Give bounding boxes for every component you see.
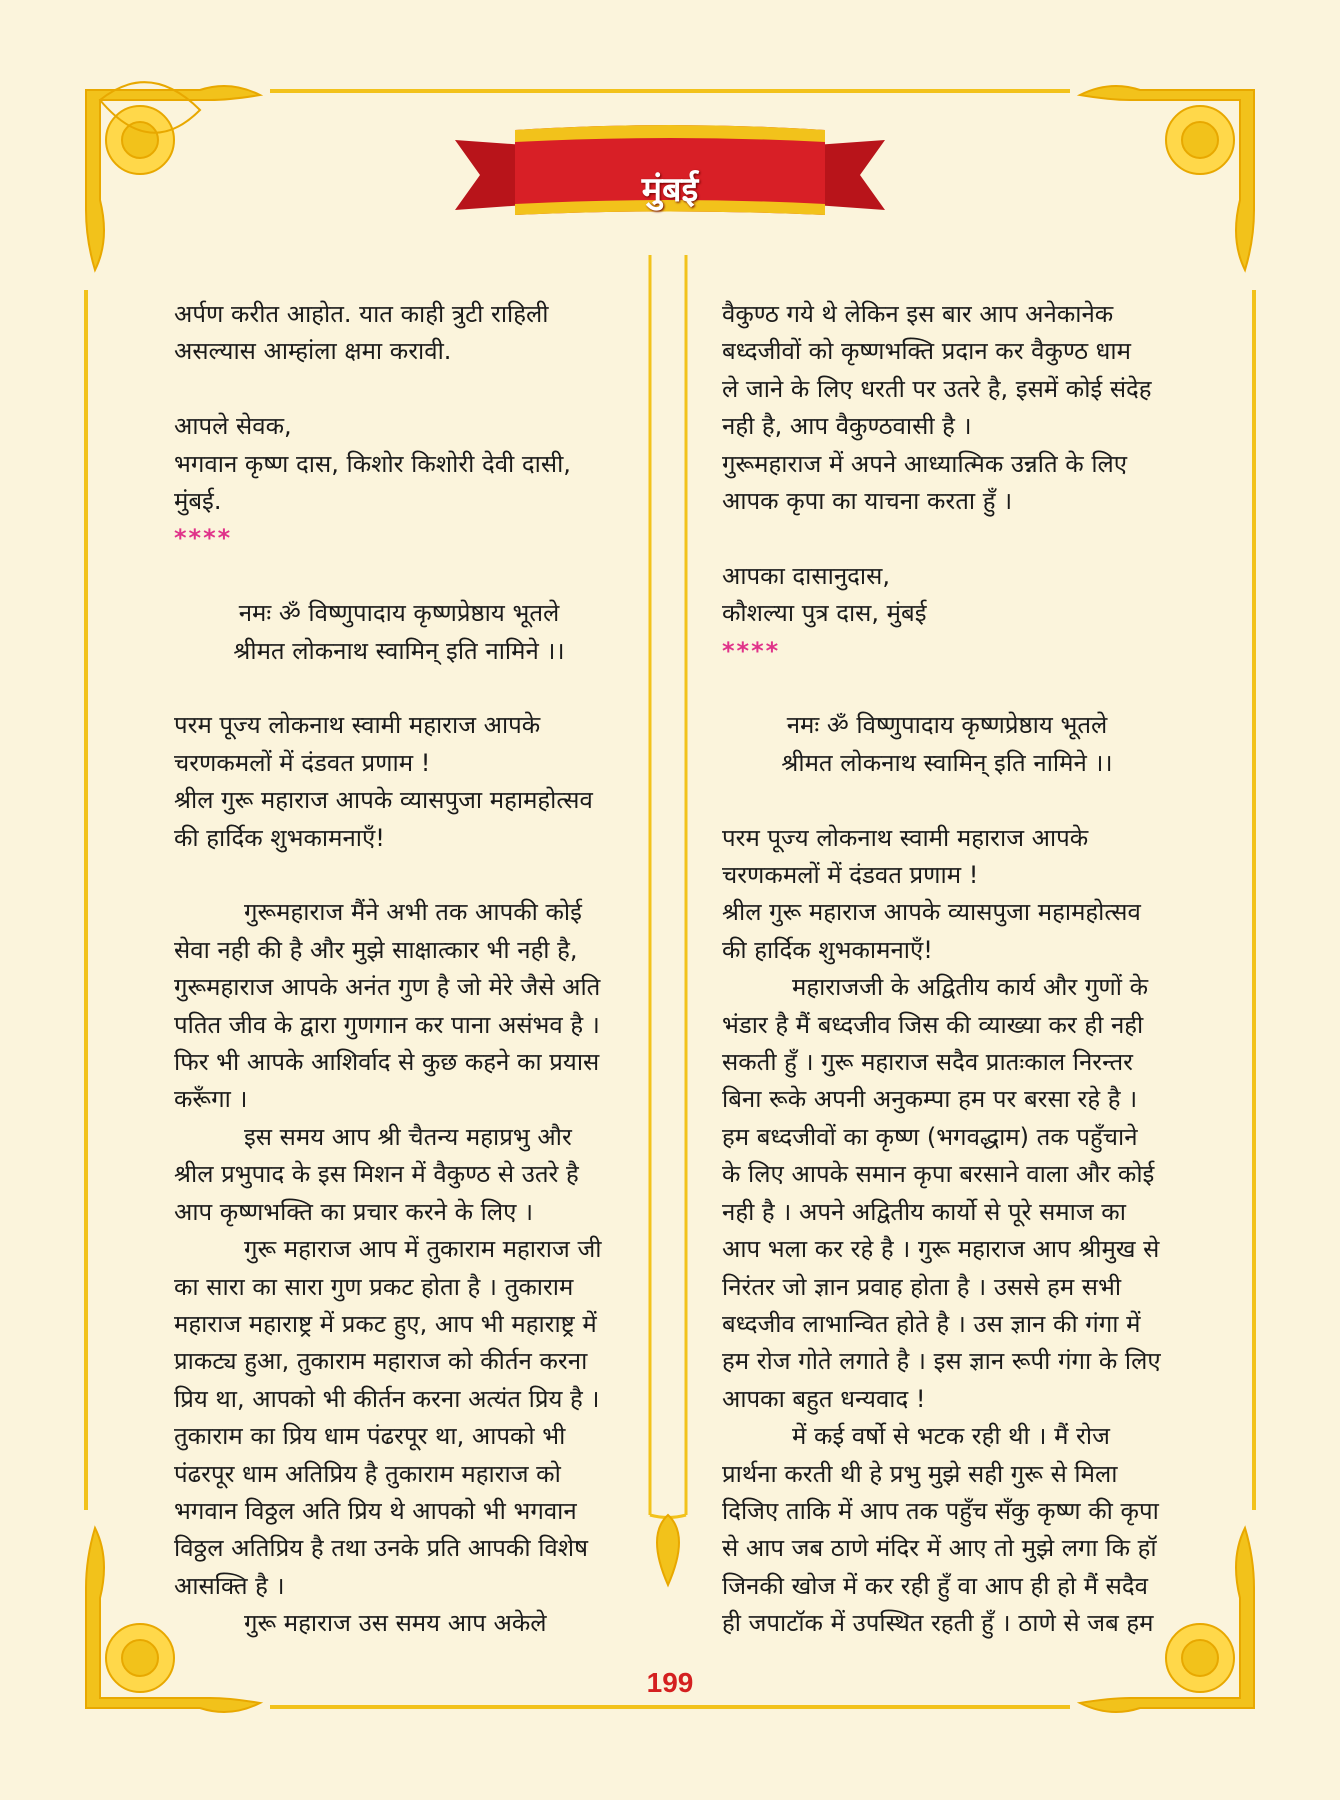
text-line: पतित जीव के द्वारा गुणगान कर पाना असंभव है । bbox=[174, 1010, 600, 1039]
text-line: असल्यास आम्हांला क्षमा करावी. bbox=[174, 337, 452, 366]
text-line: गुरू महाराज उस समय आप अकेले bbox=[244, 1609, 547, 1638]
right-column bbox=[722, 296, 1172, 1643]
page-title: मुंबई bbox=[641, 170, 699, 210]
text-line: से आप जब ठाणे मंदिर में आए तो मुझे लगा कि हॉ bbox=[722, 1534, 1157, 1563]
text-line: दिजिए ताकि में आप तक पहुँच सँकु कृष्ण की कृपा bbox=[722, 1496, 1159, 1525]
greeting-line: की हार्दिक शुभकामनाएँ! bbox=[174, 823, 385, 852]
text-line: फिर भी आपके आशिर्वाद से कुछ कहने का प्रयास bbox=[174, 1048, 600, 1077]
text-line: भंडार है मैं बध्दजीव जिस की व्याख्या कर ही नही bbox=[722, 1010, 1144, 1039]
text-line: सकती हुँ । गुरू महाराज सदैव प्रातःकाल निरन्तर bbox=[722, 1048, 1133, 1077]
text-line: आपका बहुत धन्यवाद ! bbox=[722, 1384, 926, 1413]
text-line: भगवान विठ्ठल अति प्रिय थे आपको भी भगवान bbox=[174, 1496, 577, 1525]
page-number: 199 bbox=[646, 1667, 694, 1698]
text-line: तुकाराम का प्रिय धाम पंढरपूर था, आपको भी bbox=[174, 1422, 566, 1451]
text-line: निरंतर जो ज्ञान प्रवाह होता है । उससे हम सभी bbox=[722, 1272, 1122, 1301]
mantra-line: नमः ॐ विष्णुपादाय कृष्णप्रेष्ठाय भूतले bbox=[238, 599, 560, 628]
text-line: बध्दजीव लाभान्वित होते है । उस ज्ञान की गंगा में bbox=[722, 1309, 1141, 1338]
text-line: इस समय आप श्री चैतन्य महाप्रभु और bbox=[244, 1122, 572, 1151]
text-line: बिना रूके अपनी अनुकम्पा हम पर बरसा रहे है । bbox=[722, 1085, 1138, 1114]
mantra-line: श्रीमत लोकनाथ स्वामिन् इति नामिने ।। bbox=[233, 636, 565, 665]
text-line: हम रोज गोते लगाते है । इस ज्ञान रूपी गंगा के लिए bbox=[722, 1347, 1161, 1376]
text-line: जिनकी खोज में कर रही हुँ वा आप ही हो मैं सदैव bbox=[722, 1571, 1148, 1600]
greeting-line: श्रील गुरू महाराज आपके व्यासपुजा महामहोत्सव bbox=[174, 786, 593, 815]
text-line: ही जपाटॉक में उपस्थित रहती हुँ । ठाणे से जब हम bbox=[722, 1609, 1154, 1638]
text-line: प्रार्थना करती थी हे प्रभु मुझे सही गुरू से मिला bbox=[722, 1459, 1118, 1488]
greeting-line: की हार्दिक शुभकामनाएँ! bbox=[722, 935, 933, 964]
signature-line: कौशल्या पुत्र दास, मुंबई bbox=[722, 599, 927, 628]
greeting-line: चरणकमलों में दंडवत प्रणाम ! bbox=[174, 748, 431, 777]
mantra-line: श्रीमत लोकनाथ स्वामिन् इति नामिने ।। bbox=[781, 748, 1113, 777]
text-line: नही है, आप वैकुण्ठवासी है । bbox=[722, 412, 972, 441]
text-line: पंढरपूर धाम अतिप्रिय है तुकाराम महाराज को bbox=[174, 1459, 561, 1488]
text-line: गुरूमहाराज आपके अनंत गुण है जो मेरे जैसे अति bbox=[174, 973, 601, 1002]
text-line: में कई वर्षो से भटक रही थी । मैं रोज bbox=[792, 1422, 1110, 1451]
text-line: सेवा नही की है और मुझे साक्षात्कार भी नही है, bbox=[174, 935, 578, 964]
signature-line: आपले सेवक, bbox=[174, 412, 292, 441]
text-line: अर्पण करीत आहोत. यात काही त्रुटी राहिली bbox=[174, 300, 549, 328]
text-line: बध्दजीवों को कृष्णभक्ति प्रदान कर वैकुण्ठ धाम bbox=[722, 337, 1131, 366]
text-line: ले जाने के लिए धरती पर उतरे है, इसमें कोई संदेह bbox=[722, 374, 1152, 403]
signature-line: आपका दासानुदास, bbox=[722, 561, 890, 590]
text-line: गुरूमहाराज मैंने अभी तक आपकी कोई bbox=[244, 898, 582, 927]
section-separator-stars: **** bbox=[722, 636, 781, 665]
greeting-line: परम पूज्य लोकनाथ स्वामी महाराज आपके bbox=[722, 823, 1089, 852]
text-line: आप भला कर रहे है । गुरू महाराज आप श्रीमुख से bbox=[722, 1235, 1160, 1264]
text-line: आप कृष्णभक्ति का प्रचार करने के लिए । bbox=[174, 1197, 534, 1226]
signature-line: भगवान कृष्ण दास, किशोर किशोरी देवी दासी, bbox=[174, 449, 571, 478]
text-line: विठ्ठल अतिप्रिय है तथा उनके प्रति आपकी विशेष bbox=[174, 1534, 588, 1563]
text-line: गुरू महाराज आप में तुकाराम महाराज जी bbox=[244, 1235, 602, 1264]
divider-drop-ornament bbox=[657, 1515, 679, 1585]
text-line: श्रील प्रभुपाद के इस मिशन में वैकुण्ठ से उतरे है bbox=[174, 1160, 579, 1189]
section-separator-stars: **** bbox=[174, 524, 233, 553]
text-line: आपक कृपा का याचना करता हुँ । bbox=[722, 487, 1013, 516]
text-line: वैकुण्ठ गये थे लेकिन इस बार आप अनेकानेक bbox=[722, 300, 1114, 328]
text-line: का सारा का सारा गुण प्रकट होता है । तुकाराम bbox=[174, 1272, 574, 1301]
greeting-line: परम पूज्य लोकनाथ स्वामी महाराज आपके bbox=[174, 711, 541, 740]
signature-line: मुंबई. bbox=[174, 487, 222, 516]
corner-ornament-top-right bbox=[1080, 86, 1254, 270]
text-line: के लिए आपके समान कृपा बरसाने वाला और कोई bbox=[722, 1160, 1155, 1189]
left-column bbox=[174, 296, 624, 1643]
text-line: प्रिय था, आपको भी कीर्तन करना अत्यंत प्रिय है । bbox=[174, 1384, 600, 1413]
column-divider bbox=[650, 255, 686, 1518]
greeting-line: श्रील गुरू महाराज आपके व्यासपुजा महामहोत्सव bbox=[722, 898, 1141, 927]
corner-ornament-top-left bbox=[86, 82, 260, 270]
text-line: प्राकट्य हुआ, तुकाराम महाराज को कीर्तन करना bbox=[174, 1347, 588, 1376]
text-line: नही है । अपने अद्वितीय कार्यो से पूरे समाज का bbox=[722, 1197, 1126, 1226]
mantra-line: नमः ॐ विष्णुपादाय कृष्णप्रेष्ठाय भूतले bbox=[786, 711, 1108, 740]
greeting-line: चरणकमलों में दंडवत प्रणाम ! bbox=[722, 861, 979, 890]
text-line: करूँगा । bbox=[174, 1085, 248, 1114]
text-line: महाराज महाराष्ट्र में प्रकट हुए, आप भी महाराष्ट्र में bbox=[174, 1309, 597, 1338]
text-line: हम बध्दजीवों का कृष्ण (भगवद्धाम) तक पहुँचाने bbox=[722, 1122, 1138, 1151]
text-line: महाराजजी के अद्वितीय कार्य और गुणों के bbox=[792, 973, 1148, 1002]
text-line: आसक्ति है । bbox=[174, 1571, 285, 1600]
text-line: गुरूमहाराज में अपने आध्यात्मिक उन्नति के लिए bbox=[722, 449, 1128, 478]
